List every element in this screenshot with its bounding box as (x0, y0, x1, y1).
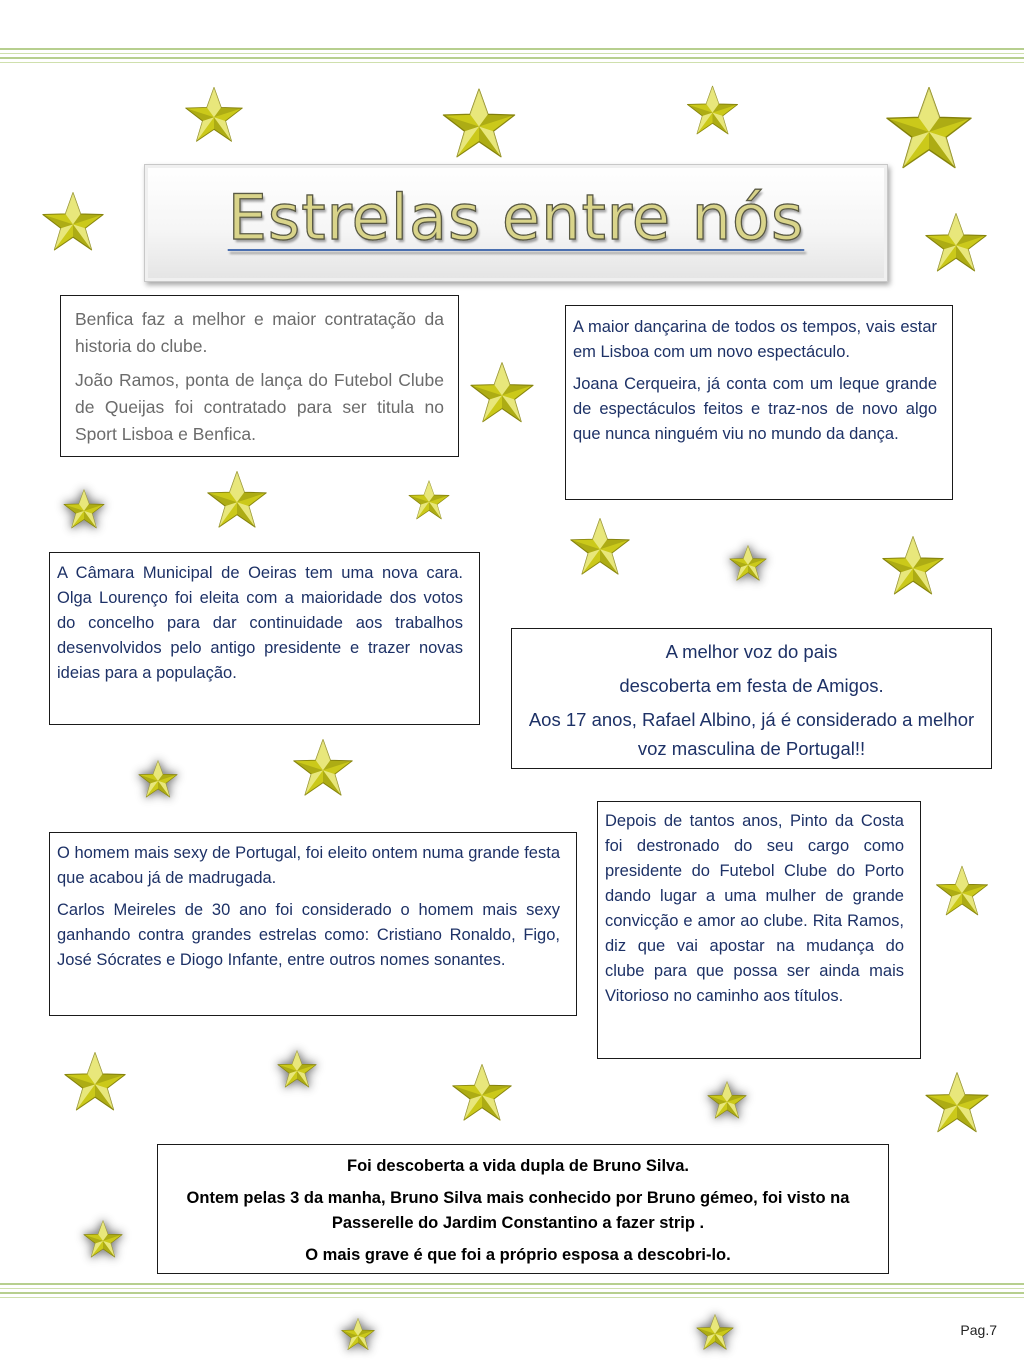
star-icon (934, 864, 990, 920)
star-icon (205, 469, 269, 533)
star-icon (62, 488, 106, 532)
bottom-green-rule (0, 1283, 1024, 1305)
star-icon (62, 1050, 128, 1116)
article-bruno (157, 1144, 889, 1274)
article-voz (511, 628, 992, 769)
top-green-rule (0, 48, 1024, 70)
star-icon (685, 84, 740, 139)
article-voz-body: Aos 17 anos, Rafael Albino, já é considerado a melhor voz masculina de Portugal!! (528, 709, 975, 759)
star-icon (137, 759, 179, 801)
article-bruno-body: Ontem pelas 3 da manha, Bruno Silva mais conhecido por Bruno gémeo, foi visto na Passerelle do Jardim Constantino a fazer strip . (186, 1189, 850, 1232)
star-icon (880, 534, 946, 600)
article-danca-body: Joana Cerqueira, já conta com um leque grande de espectáculos feitos e traz-nos de novo algo que nunca ninguém viu no mundo da dança. (573, 375, 937, 443)
article-sexy-headline: O homem mais sexy de Portugal, foi eleito ontem numa grande festa que acabou já de madrugada. (57, 844, 560, 887)
star-icon (276, 1049, 318, 1091)
article-voz-subheadline: descoberta em festa de Amigos. (619, 675, 884, 696)
star-icon (340, 1317, 376, 1353)
star-icon (883, 84, 975, 176)
article-benfica (60, 295, 459, 457)
star-icon (291, 737, 355, 801)
star-icon (468, 360, 536, 428)
article-bruno-closing: O mais grave é que foi a próprio esposa a descobri-lo. (305, 1246, 731, 1264)
star-icon (923, 1070, 991, 1138)
star-icon (728, 544, 768, 584)
star-icon (407, 479, 451, 523)
article-benfica-headline: Benfica faz a melhor e maior contratação da historia do clube. (75, 309, 444, 356)
article-sexy-body: Carlos Meireles de 30 ano foi considerado o homem mais sexy ganhando contra grandes estrelas como: Cristiano Ronaldo, Figo, José Sócrates e Diogo Infante, entre outros nomes sonantes. (57, 901, 560, 969)
star-icon (183, 85, 245, 147)
star-icon (923, 211, 989, 277)
star-icon (695, 1313, 735, 1353)
article-oeiras-body: A Câmara Municipal de Oeiras tem uma nova cara. Olga Lourenço foi eleita com a maioridade dos votos do concelho para dar continuidade aos trabalhos desenvolvidos pelo antigo presidente e trazer novas ideias para a população. (57, 564, 463, 682)
article-danca (565, 305, 953, 500)
star-icon (40, 190, 106, 256)
article-porto-body: Depois de tantos anos, Pinto da Costa foi destronado do seu cargo como presidente do Futebol Clube do Porto dando lugar a uma mulher de grande convicção e amor ao clube. Rita Ramos, diz que vai apostar na mudança do clube para que possa ser ainda mais Vitorioso no caminho aos títulos. (605, 812, 904, 1005)
star-icon (440, 86, 518, 164)
page-title: Estrelas entre nós (227, 181, 805, 254)
article-benfica-body: João Ramos, ponta de lança do Futebol Clube de Queijas foi contratado para ser titula no Sport Lisboa e Benfica. (75, 370, 444, 444)
article-porto (597, 801, 921, 1059)
star-icon (450, 1062, 514, 1126)
star-icon (82, 1219, 124, 1261)
star-icon (706, 1080, 748, 1122)
page-number: Pag.7 (960, 1322, 997, 1338)
article-danca-headline: A maior dançarina de todos os tempos, vais estar em Lisboa com um novo espectáculo. (573, 318, 937, 361)
article-sexy (49, 832, 577, 1016)
article-bruno-headline: Foi descoberta a vida dupla de Bruno Silva. (347, 1157, 689, 1175)
star-icon (568, 516, 632, 580)
article-oeiras (49, 552, 480, 725)
article-voz-headline: A melhor voz do pais (665, 641, 838, 662)
title-banner (144, 164, 888, 282)
